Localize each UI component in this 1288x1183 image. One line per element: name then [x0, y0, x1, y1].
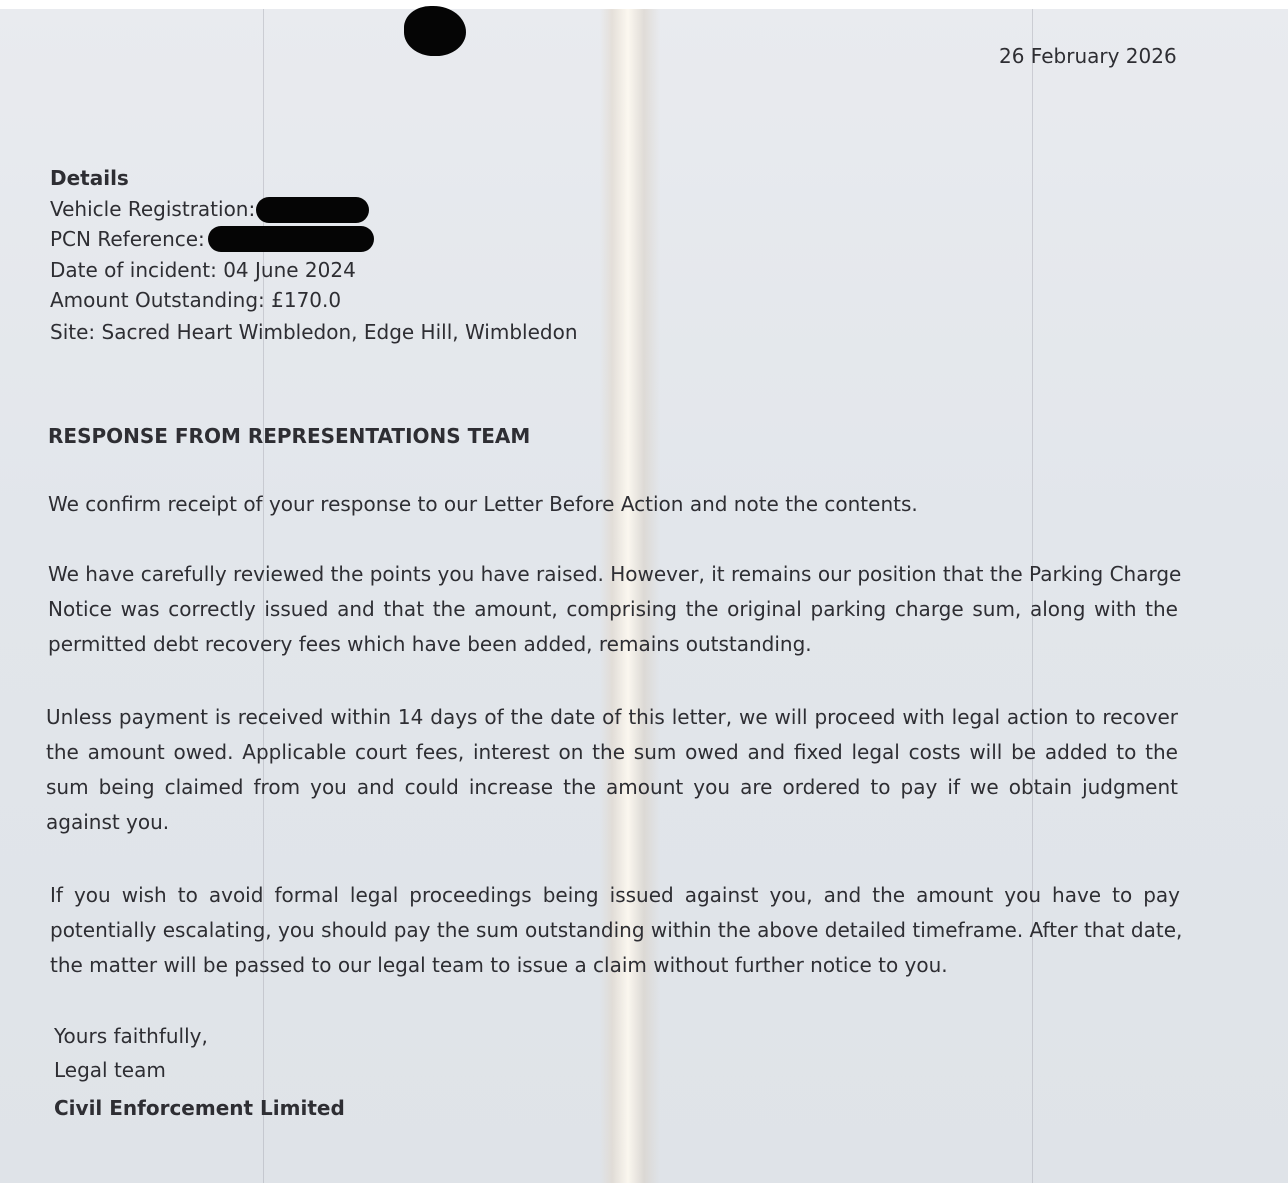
scan-border: [0, 0, 1288, 9]
details-heading: Details: [50, 166, 129, 190]
pcn-reference-label: PCN Reference:: [50, 227, 205, 251]
paragraph-line: Notice was correctly issued and that the amount, comprising the original parking charge sum, along with the: [48, 597, 1178, 621]
vehicle-registration-label: Vehicle Registration:: [50, 197, 256, 221]
amount-outstanding: Amount Outstanding: £170.0: [50, 288, 342, 312]
paragraph-line: If you wish to avoid formal legal proceedings being issued against you, and the amount you have to pay: [50, 883, 1180, 907]
paragraph-line: Unless payment is received within 14 days of the date of this letter, we will proceed with legal action to recover: [46, 705, 1178, 729]
redacted-vehicle-registration: [256, 197, 369, 223]
paragraph-line: potentially escalating, you should pay the sum outstanding within the above detailed timeframe. After that date,: [50, 918, 1183, 942]
paragraph-line: the amount owed. Applicable court fees, interest on the sum owed and fixed legal costs will be added to the: [46, 740, 1178, 764]
redacted-pcn-reference: [208, 226, 374, 252]
section-heading: RESPONSE FROM REPRESENTATIONS TEAM: [48, 424, 531, 448]
letter-date: 26 February 2026: [999, 44, 1177, 68]
paragraph-legal-action: [46, 700, 1178, 840]
date-of-incident: Date of incident: 04 June 2024: [50, 258, 356, 282]
paragraph-line: the matter will be passed to our legal team to issue a claim without further notice to you.: [50, 953, 948, 977]
redacted-logo-mark: [404, 6, 466, 56]
closing-salutation: Yours faithfully,: [54, 1024, 208, 1048]
paragraph-line: permitted debt recovery fees which have been added, remains outstanding.: [48, 632, 812, 656]
paragraph-line: against you.: [46, 810, 170, 834]
company-name: Civil Enforcement Limited: [54, 1096, 345, 1120]
site-address: Site: Sacred Heart Wimbledon, Edge Hill, Wimbledon: [50, 320, 578, 344]
paragraph-receipt: [48, 487, 1178, 522]
paragraph-line: We have carefully reviewed the points you have raised. However, it remains our position that the Parking Charge: [48, 562, 1182, 586]
paragraph-line: sum being claimed from you and could increase the amount you are ordered to pay if we obtain judgment: [46, 775, 1178, 799]
paragraph-review: [48, 557, 1182, 662]
signatory-team: Legal team: [54, 1058, 166, 1082]
paragraph-line: We confirm receipt of your response to our Letter Before Action and note the contents.: [48, 492, 918, 516]
paragraph-avoid-proceedings: [50, 878, 1183, 983]
